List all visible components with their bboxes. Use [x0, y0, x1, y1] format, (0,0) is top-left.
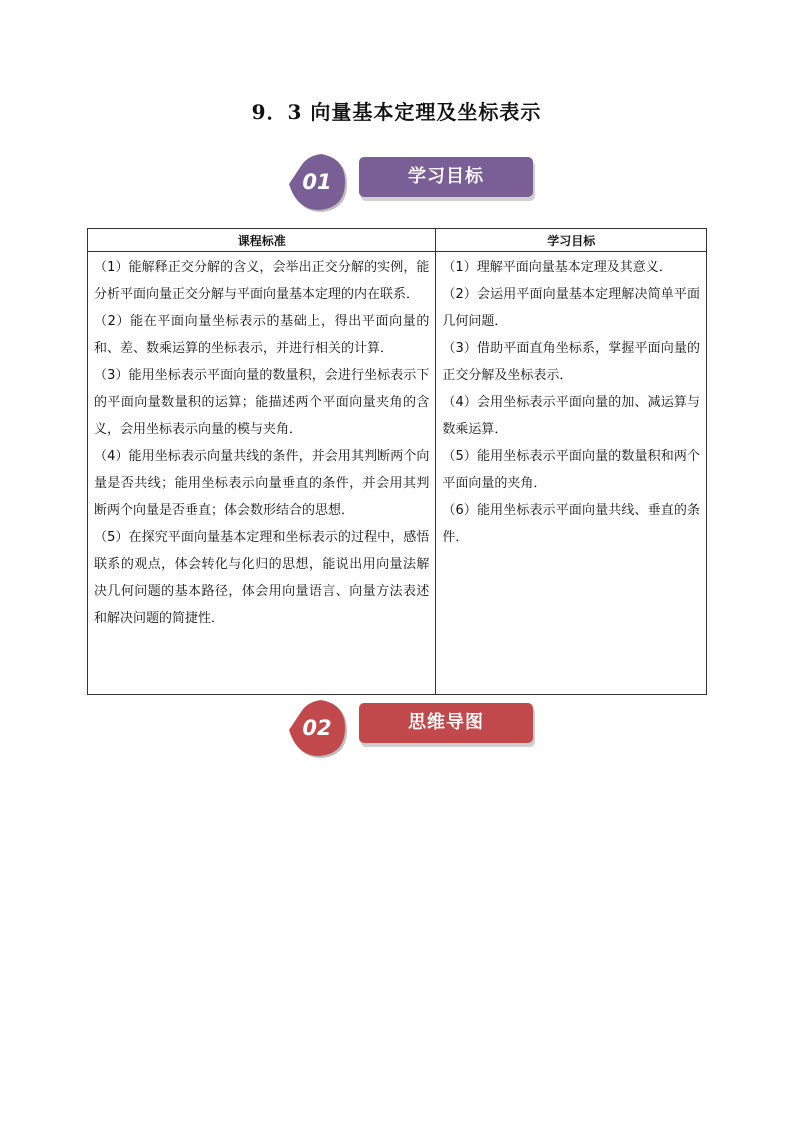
standard-item: （4）能用坐标表示向量共线的条件，并会用其判断两个向量是否共线；能用坐标表示向量垂直的条件，并会用其判断两个向量是否垂直；体会数形结合的思想． — [94, 449, 430, 518]
goal-item: （5）能用坐标表示平面向量的数量积和两个平面向量的夹角． — [442, 449, 700, 491]
goal-item: （4）会用坐标表示平面向量的加、减运算与数乘运算． — [442, 395, 700, 437]
section-banner-learning-goals — [287, 152, 537, 212]
standard-item: （5）在探究平面向量基本定理和坐标表示的过程中，感悟联系的观点，体会转化与化归的思想，能说出用向量法解决几何问题的基本路径，体会用向量语言、向量方法表述和解决问题的简捷性． — [94, 530, 430, 626]
section-banner-mind-map — [287, 698, 537, 758]
curriculum-standards-cell — [88, 252, 436, 695]
section-number-badge — [287, 698, 347, 758]
section-number: 01 — [302, 170, 332, 194]
standard-item: （1）能解释正交分解的含义，会举出正交分解的实例，能分析平面向量正交分解与平面向量基本定理的内在联系． — [94, 260, 430, 302]
goal-item: （1）理解平面向量基本定理及其意义． — [442, 260, 672, 275]
goal-item: （6）能用坐标表示平面向量共线、垂直的条件． — [442, 503, 700, 545]
page-title: 9．3 向量基本定理及坐标表示 — [251, 100, 542, 124]
goals-table — [87, 228, 707, 695]
standard-item: （3）能用坐标表示平面向量的数量积，会进行坐标表示下的平面向量数量积的运算；能描述两个平面向量夹角的含义，会用坐标表示向量的模与夹角． — [94, 368, 430, 437]
section-label: 学习目标 — [359, 157, 533, 197]
standard-item: （2）能在平面向量坐标表示的基础上，得出平面向量的和、差、数乘运算的坐标表示，并进行相关的计算． — [94, 314, 430, 356]
header-learning-goals: 学习目标 — [436, 229, 707, 252]
header-curriculum-standards: 课程标准 — [88, 229, 436, 252]
section-number-badge — [287, 152, 347, 212]
learning-goals-cell — [436, 252, 707, 695]
section-number: 02 — [302, 716, 332, 740]
goal-item: （2）会运用平面向量基本定理解决简单平面几何问题． — [442, 287, 700, 329]
section-label: 思维导图 — [359, 703, 533, 743]
goal-item: （3）借助平面直角坐标系，掌握平面向量的正交分解及坐标表示． — [442, 341, 700, 383]
